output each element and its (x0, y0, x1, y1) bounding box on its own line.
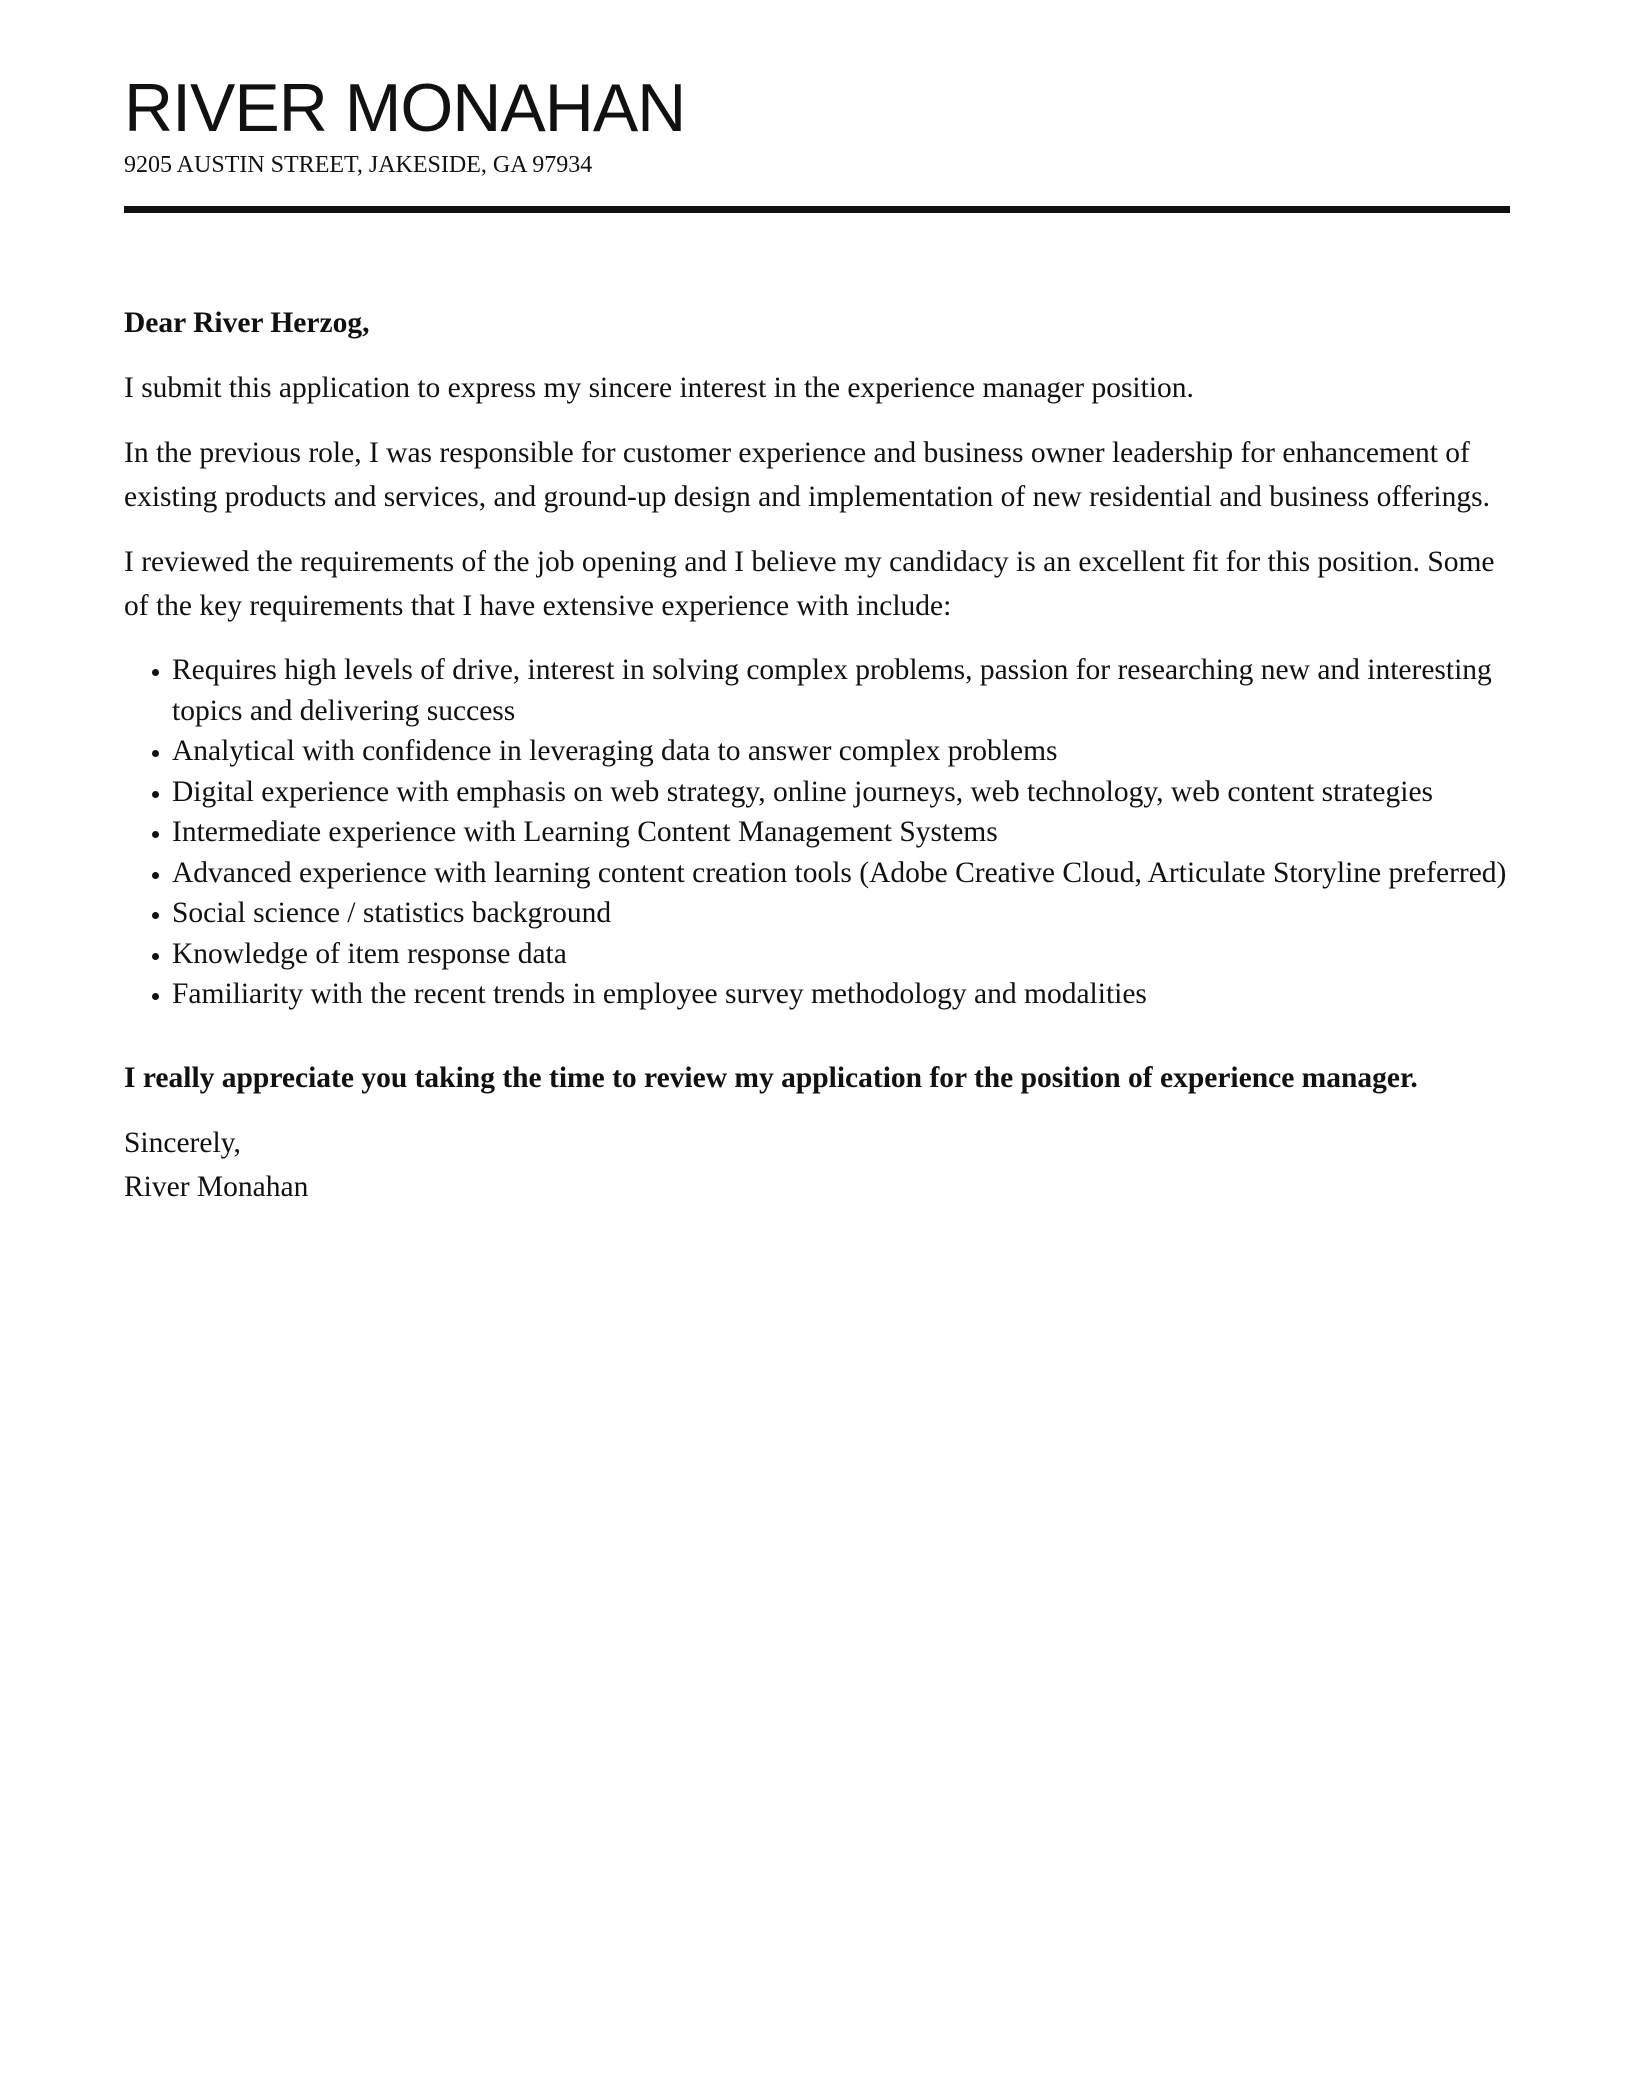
letter-body (124, 302, 1508, 1209)
paragraph-previous-role: In the previous role, I was responsible for customer experience and business owner leadership for enhancement of existing products and services, and ground-up design and implementation of new residential and business offerings. (124, 437, 1490, 513)
list-item: • Social science / statistics background (172, 893, 1508, 934)
closing-statement: I really appreciate you taking the time to review my application for the position of experience manager. (124, 1061, 1418, 1094)
paragraph-intro: I submit this application to express my sincere interest in the experience manager position. (124, 371, 1194, 404)
signer-name: River Monahan (124, 1170, 309, 1203)
list-item: • Digital experience with emphasis on web strategy, online journeys, web technology, web content strategies (172, 772, 1508, 813)
applicant-name: RIVER MONAHAN (124, 70, 686, 146)
list-item: • Requires high levels of drive, interest in solving complex problems, passion for researching new and interesting topics and delivering success (172, 650, 1508, 731)
applicant-address: 9205 AUSTIN STREET, JAKESIDE, GA 97934 (124, 152, 593, 178)
list-item: • Advanced experience with learning content creation tools (Adobe Creative Cloud, Articulate Storyline preferred) (172, 853, 1508, 894)
paragraph-requirements-intro: I reviewed the requirements of the job opening and I believe my candidacy is an excellent fit for this position. Some of the key requirements that I have extensive experience with include: (124, 546, 1495, 622)
list-item: • Analytical with confidence in leveraging data to answer complex problems (172, 731, 1508, 772)
salutation: Dear River Herzog, (124, 307, 370, 339)
list-item: • Intermediate experience with Learning Content Management Systems (172, 812, 1508, 853)
list-item: • Knowledge of item response data (172, 934, 1508, 975)
header-divider (124, 206, 1510, 213)
requirements-list (124, 650, 1508, 1015)
list-item: • Familiarity with the recent trends in employee survey methodology and modalities (172, 974, 1508, 1015)
signoff: Sincerely, (124, 1127, 241, 1159)
